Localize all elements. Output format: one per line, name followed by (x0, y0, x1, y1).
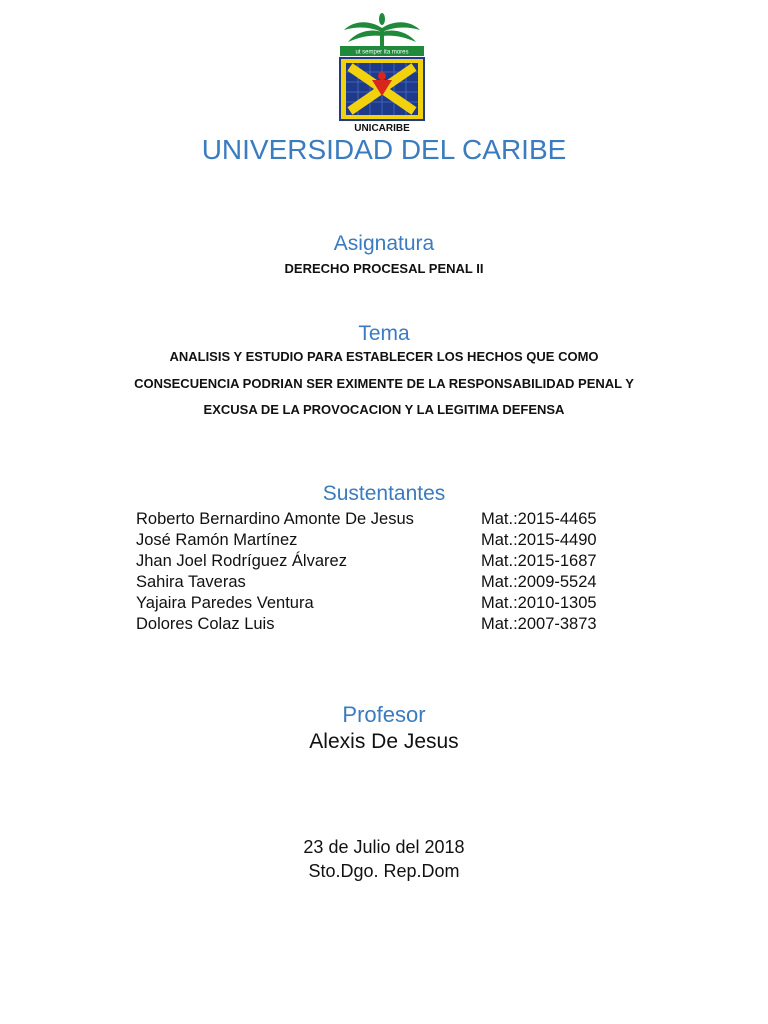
date-text: 23 de Julio del 2018 (303, 837, 465, 857)
place-text: Sto.Dgo. Rep.Dom (308, 861, 460, 881)
student-mat: Mat.:2015-4465 (481, 510, 597, 528)
student-row (136, 572, 616, 593)
student-name: Sahira Taveras (136, 573, 246, 591)
student-mat: Mat.:2015-4490 (481, 531, 597, 549)
student-mat: Mat.:2010-1305 (481, 594, 597, 612)
students-list (136, 509, 616, 635)
unicaribe-logo (336, 12, 428, 134)
student-name: José Ramón Martínez (136, 531, 298, 549)
palm-tree-icon (344, 13, 420, 46)
asignatura-value: DERECHO PROCESAL PENAL II (284, 261, 484, 276)
student-row (136, 509, 616, 530)
student-row (136, 530, 616, 551)
tema-line: ANALISIS Y ESTUDIO PARA ESTABLECER LOS HECHOS QUE COMO (169, 349, 599, 364)
asignatura-heading: Asignatura (333, 232, 435, 255)
student-name: Dolores Colaz Luis (136, 615, 275, 633)
student-mat: Mat.:2007-3873 (481, 615, 597, 633)
student-row (136, 593, 616, 614)
sustentantes-heading: Sustentantes (322, 482, 446, 505)
tema-heading: Tema (358, 322, 410, 345)
student-row (136, 614, 616, 635)
motto-text: ut semper ita mores (355, 49, 409, 56)
university-title: UNIVERSIDAD DEL CARIBE (201, 134, 567, 165)
tema-line: CONSECUENCIA PODRIAN SER EXIMENTE DE LA RESPONSABILIDAD PENAL Y (134, 376, 634, 391)
shield-emblem (340, 58, 424, 120)
student-mat: Mat.:2009-5524 (481, 573, 597, 591)
profesor-name: Alexis De Jesus (309, 730, 459, 753)
logo-label: UNICARIBE (354, 123, 410, 134)
student-name: Roberto Bernardino Amonte De Jesus (136, 510, 414, 528)
student-name: Yajaira Paredes Ventura (136, 594, 314, 612)
student-mat: Mat.:2015-1687 (481, 552, 597, 570)
profesor-heading: Profesor (342, 702, 426, 727)
student-name: Jhan Joel Rodríguez Álvarez (136, 552, 347, 570)
tema-line: EXCUSA DE LA PROVOCACION Y LA LEGITIMA DEFENSA (203, 402, 565, 417)
student-row (136, 551, 616, 572)
